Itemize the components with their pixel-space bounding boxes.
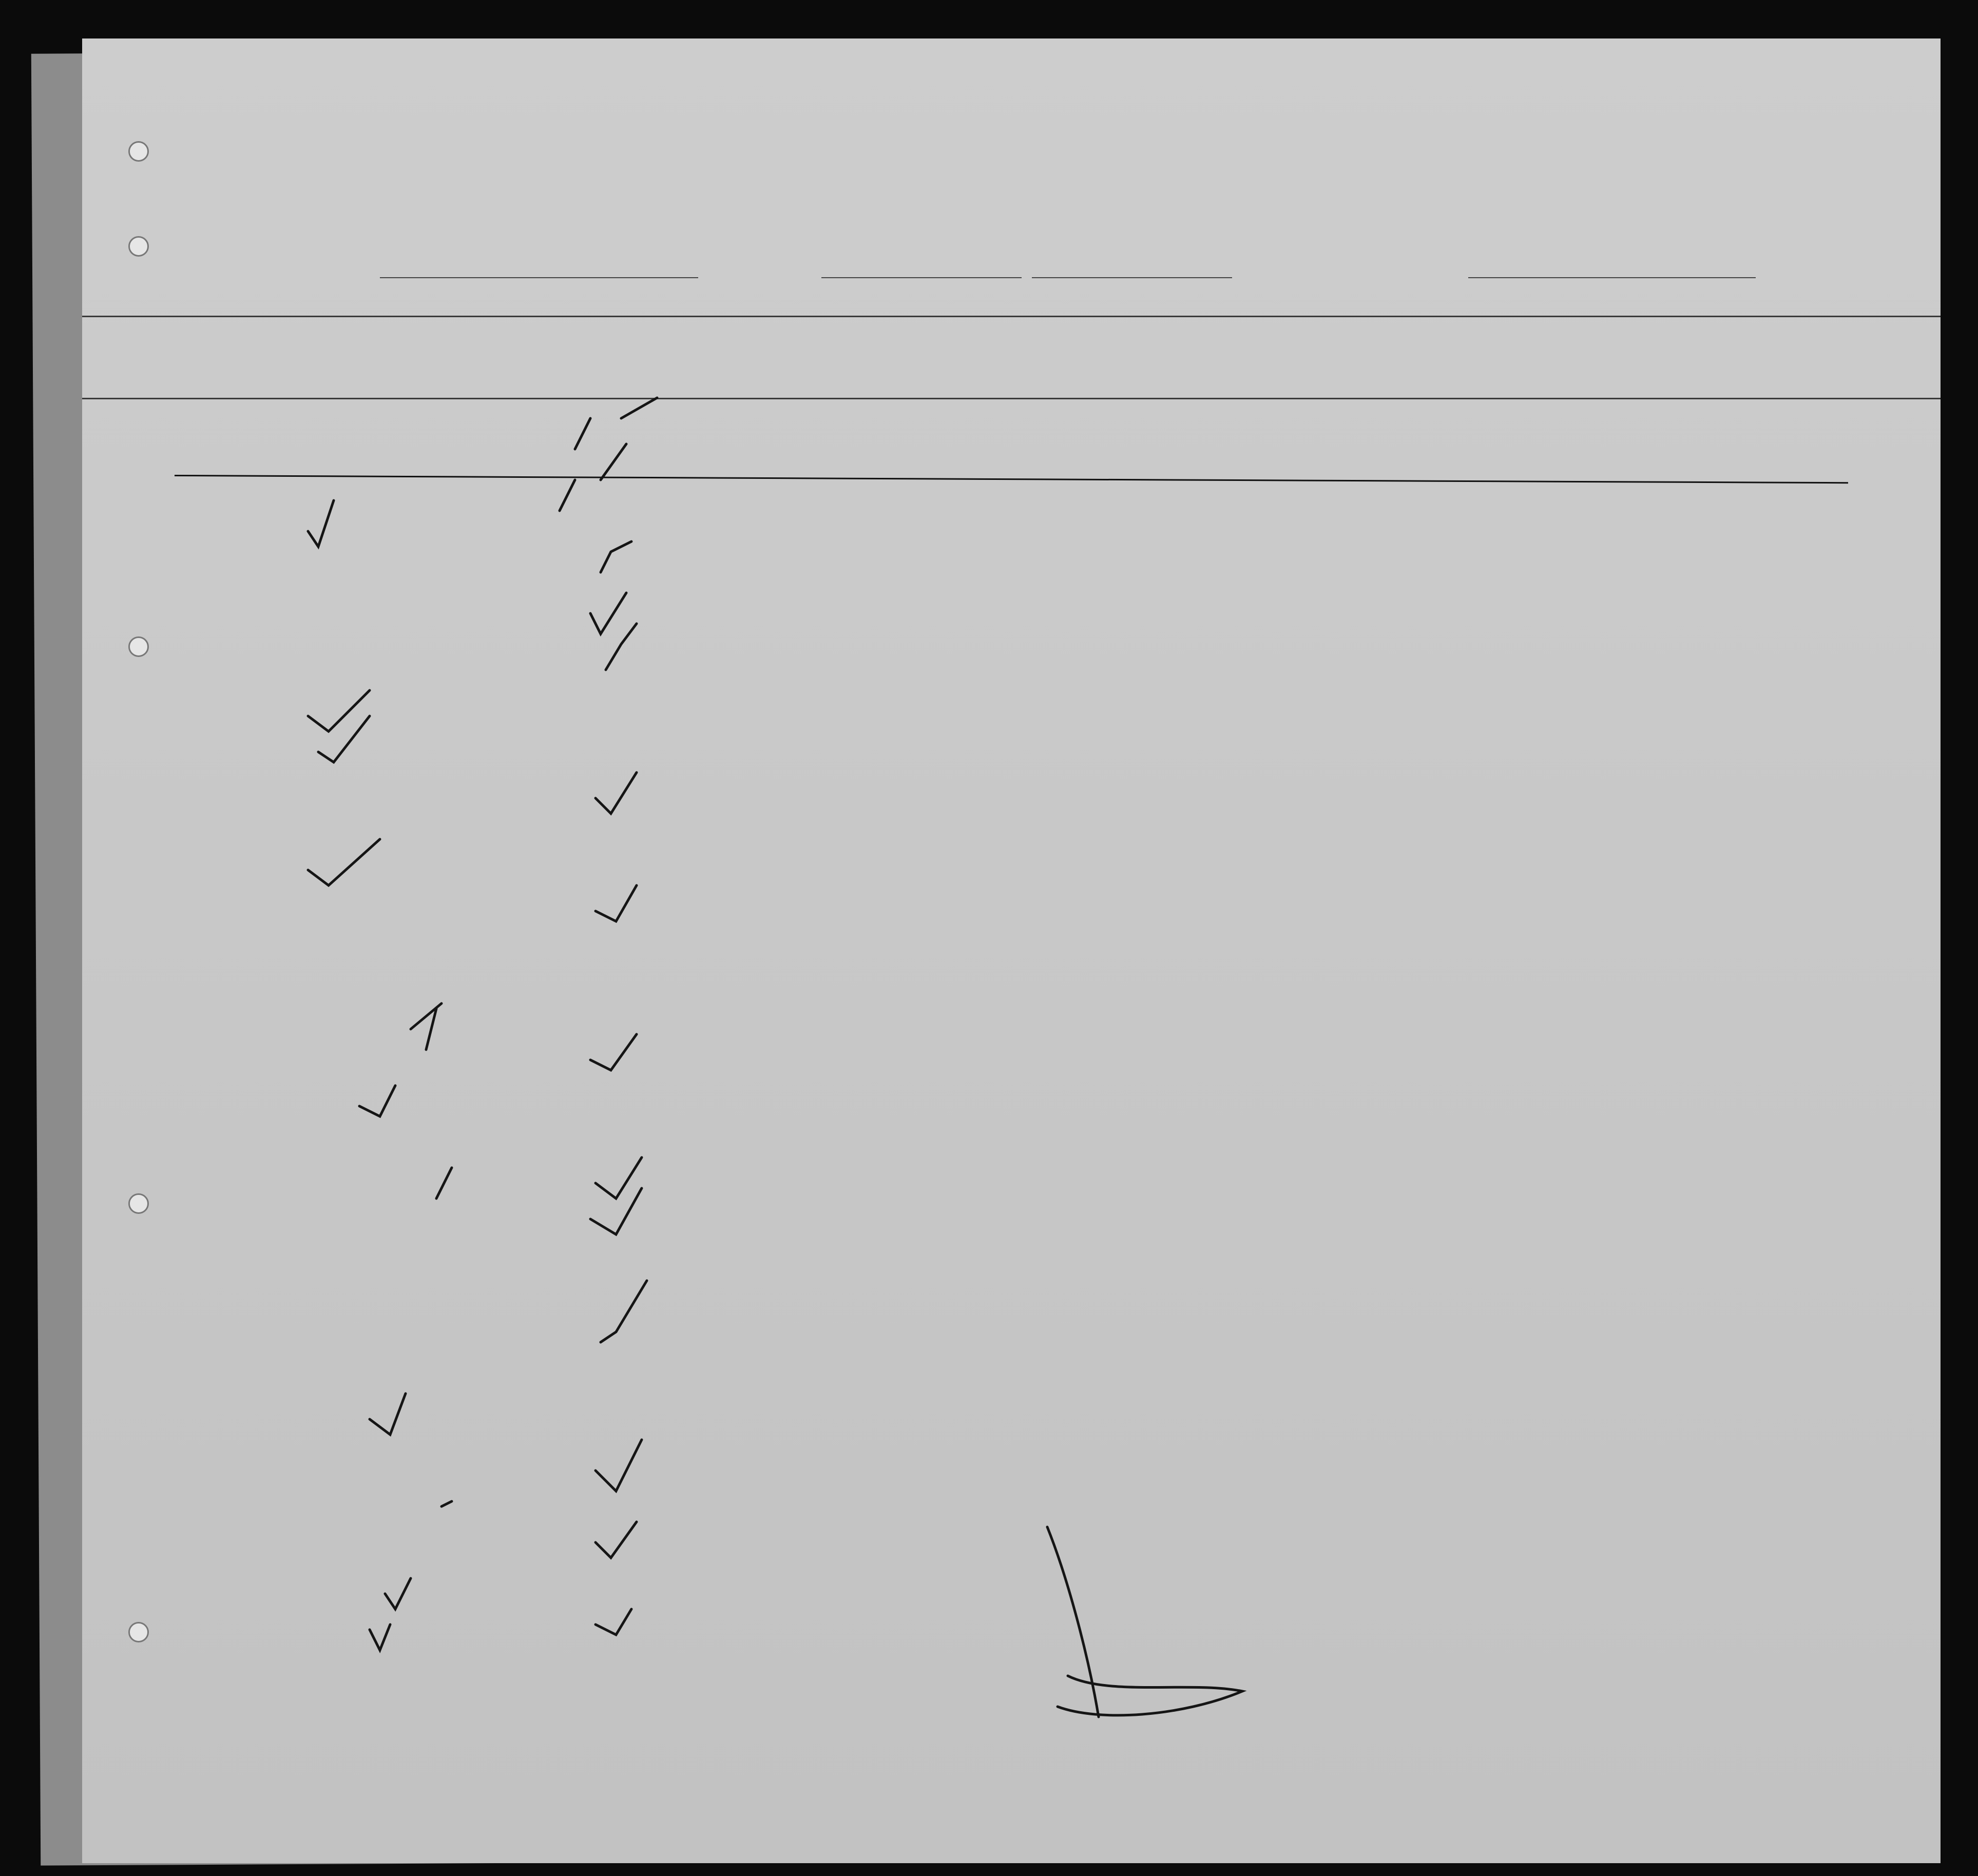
check-mark xyxy=(308,690,370,731)
check-mark xyxy=(590,1034,637,1070)
check-mark xyxy=(370,1624,390,1650)
check-mark xyxy=(596,1157,642,1198)
handwritten-checkmarks xyxy=(82,38,1941,1863)
check-mark xyxy=(359,1086,395,1116)
check-mark xyxy=(308,839,380,885)
check-mark xyxy=(596,1609,631,1635)
check-mark xyxy=(560,480,575,511)
check-mark xyxy=(596,1522,637,1558)
check-mark xyxy=(318,716,370,762)
check-mark xyxy=(441,1501,452,1506)
check-mark xyxy=(308,500,334,547)
check-mark xyxy=(590,1188,642,1234)
check-mark xyxy=(596,1440,642,1491)
check-mark xyxy=(590,593,626,634)
check-mark xyxy=(575,398,657,449)
check-mark xyxy=(601,541,631,572)
check-mark xyxy=(596,885,637,921)
check-mark xyxy=(436,1168,452,1198)
check-mark xyxy=(601,1281,647,1342)
inspector-signature-stroke xyxy=(1058,1676,1242,1715)
check-mark xyxy=(601,444,626,480)
check-mark xyxy=(385,1578,411,1609)
check-mark xyxy=(411,1003,441,1050)
check-mark xyxy=(370,1394,406,1435)
manifest-sheet xyxy=(82,38,1941,1863)
check-mark xyxy=(606,624,637,670)
inspector-signature-stroke xyxy=(1047,1527,1099,1717)
check-mark xyxy=(596,772,637,814)
